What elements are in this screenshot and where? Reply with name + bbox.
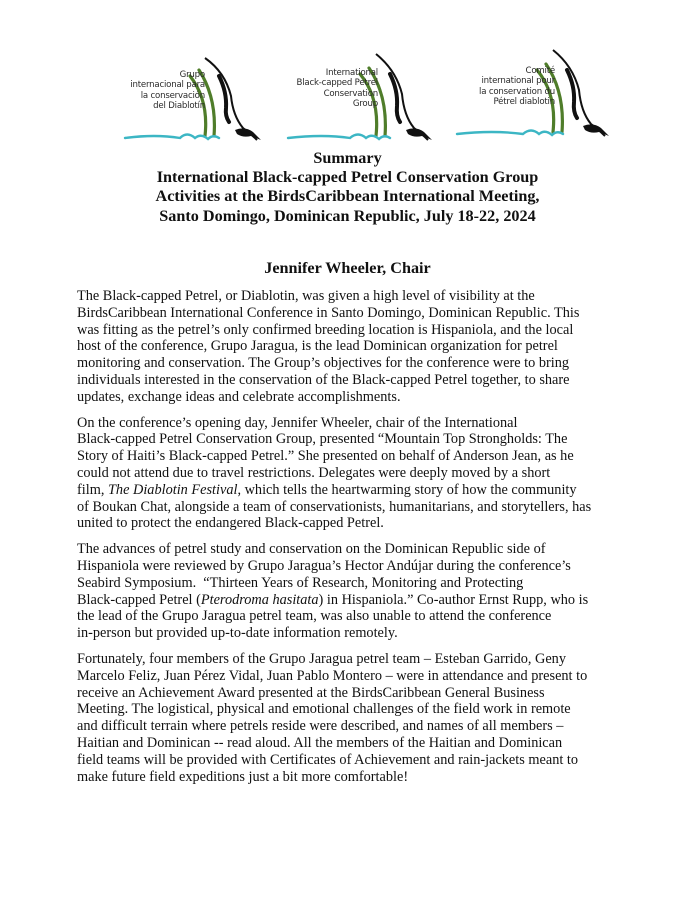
text-run: , which tells the heartwarming story of how the community [237,481,577,498]
text-line: individuals interested in the conservation of the Black-capped Petrel together, to share [77,371,570,388]
text-line: updates, exchange ideas and celebrate accomplishments. [77,388,401,405]
film-title: The Diablotin Festival [107,481,238,498]
logo-line: internacional para [130,80,205,91]
paragraph [77,541,637,642]
author-line: Jennifer Wheeler, Chair [264,259,431,277]
logo-line: International [325,68,378,78]
text-line [77,592,637,609]
logo-line: Comité [525,66,555,76]
logo-line: Group [352,99,378,110]
text-line: make future field expeditions just a bit more comfortable! [77,768,409,785]
text-line: host of the conference, Grupo Jaragua, is the lead Dominican organization for petrel [77,338,558,355]
logo-english-text [268,68,378,110]
text-line: Haitian and Dominican -- read aloud. All the members of the Haitian and Dominican [77,734,563,751]
paragraph [77,415,637,533]
text-line [77,482,637,499]
text-line: Fortunately, four members of the Grupo Jaragua petrel team – Esteban Garrido, Geny [77,650,566,667]
text-line: receive an Achievement Award presented at the BirdsCaribbean General Business [77,684,545,701]
logo-line: la conservation du [479,86,555,97]
logo-line: international pour [481,76,555,87]
title-line: International Black-capped Petrel Conservation Group [156,168,539,187]
text-line: The advances of petrel study and conservation on the Dominican Republic side of [77,541,546,558]
logo-line: Conservation [323,88,378,99]
text-line: Marcelo Feliz, Juan Pérez Vidal, Juan Pablo Montero – were in attendance and present to [77,667,588,684]
logo-spanish [95,36,295,146]
text-line: in-person but provided up-to-date information remotely. [77,625,398,642]
text-line: Black-capped Petrel Conservation Group, presented “Mountain Top Strongholds: The [77,431,568,448]
document-title [0,149,695,226]
text-line: field teams will be provided with Certificates of Achievement and rain-jackets meant to [77,751,579,768]
logo-line: del Diablotín [153,101,205,112]
logo-line: Pétrel diablotin [493,97,555,108]
title-line: Summary [313,149,382,167]
logo-line: la conservación [140,90,205,101]
logo-french [445,36,645,146]
text-line: The Black-capped Petrel, or Diablotin, was given a high level of visibility at the [77,288,535,304]
title-line: Activities at the BirdsCaribbean International Meeting, [155,187,540,206]
logo-french-text [445,66,555,108]
text-line: Meeting. The logistical, physical and emotional challenges of the field work in remote [77,701,571,718]
logo-spanish-text [95,70,205,112]
text-line: the lead of the Grupo Jaragua petrel team, was also unable to attend the conference [77,608,552,625]
text-line: On the conference’s opening day, Jennifer Wheeler, chair of the International [77,414,518,431]
text-line: united to protect the endangered Black-capped Petrel. [77,515,384,532]
text-run: Black-capped Petrel ( [77,591,201,608]
logo-line: Black-capped Petrel [296,78,378,89]
logo-line: Grupo [179,70,205,80]
species-name: Pterodroma hasitata [200,591,319,608]
paragraph [77,651,637,785]
text-line: could not attend due to travel restrictions. Delegates were deeply moved by a short [77,464,551,481]
text-line: monitoring and conservation. The Group’s objectives for the conference were to bring [77,355,570,372]
text-line: was fitting as the petrel’s only confirmed breeding location is Hispaniola, and the local [77,321,574,338]
paragraph [77,288,637,406]
text-line: of Boukan Chat, alongside a team of conservationists, humanitarians, and storytellers, has [77,498,592,515]
title-line: Santo Domingo, Dominican Republic, July 18-22, 2024 [159,206,536,225]
text-line: Seabird Symposium. “Thirteen Years of Research, Monitoring and Protecting [77,574,524,591]
text-line: and difficult terrain where petrels reside were described, and names of all members – [77,718,564,735]
text-line: BirdsCaribbean International Conference in Santo Domingo, Dominican Republic. This [77,304,580,321]
text-line: Hispaniola were reviewed by Grupo Jaragua’s Hector Andújar during the conference’s [77,557,571,574]
text-run: ) in Hispaniola.” Co-author Ernst Rupp, who is [318,591,589,608]
text-run: film, [77,481,108,498]
text-line: Story of Haiti’s Black-capped Petrel.” She presented on behalf of Anderson Jean, as he [77,448,574,465]
logo-english [268,36,468,146]
document-body [77,288,637,794]
